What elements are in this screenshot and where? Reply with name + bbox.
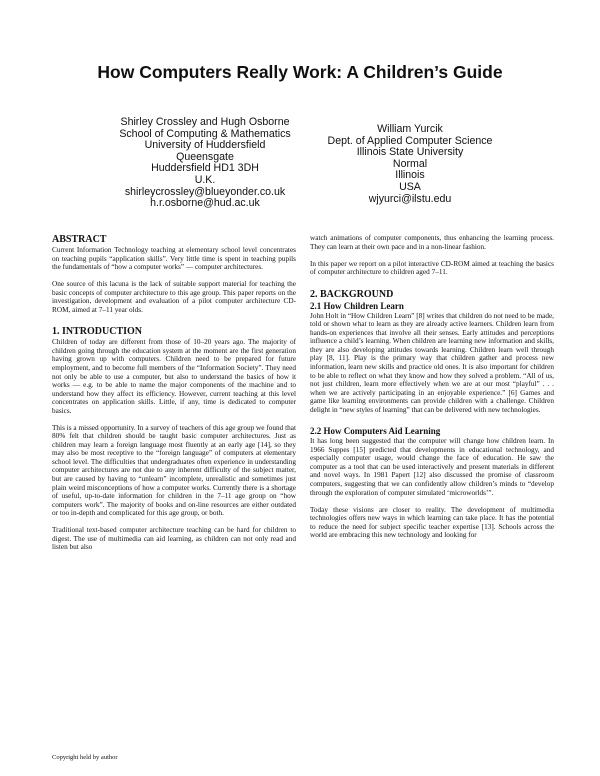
- author-country: USA: [399, 180, 421, 193]
- intro-paragraph: watch animations of computer components, thus enhancing the learning process. They can learn at their own pace and in a non-linear fashion.: [310, 234, 554, 251]
- intro-paragraph: In this paper we report on a pilot interactive CD-ROM aimed at teaching the basics of computer architecture to children aged 7–11.: [310, 259, 554, 277]
- intro-paragraph: Traditional text-based computer architecture teaching can be hard for children to digest. The use of multimedia can aid learning, as children can not only read and listen but also: [52, 526, 296, 552]
- background-paragraph: It has long been suggested that the computer will change how children learn. In 1966 Suppes [15] predicted that developments in educational technology, and especially computer usage, would change the face of education. He saw the computer as a tool that can be used interactively and present materials in different and novel ways. In 1981 Papert [12] also discussed the promise of classroom computers, suggesting that we can confidently allow children’s minds to “develop through the exploration of computer simulated ‘microworlds’”.: [310, 437, 554, 497]
- author-department: School of Computing & Mathematics: [119, 127, 291, 140]
- author-email: wjyurci@ilstu.edu: [368, 192, 452, 205]
- author-country: U.K.: [194, 173, 216, 186]
- author-block-left: [90, 117, 320, 210]
- right-column: [310, 234, 554, 540]
- background-paragraph: John Holt in “How Children Learn” [8] writes that children do not need to be made, told or shown what to learn as they are already active learners. Children learn from hands-on experiences that involve all their senses. Early attitudes and perceptions influence a child’s learning. When children are learning new information and skills, they are also developing attitudes towards learning. Children learn well through play [8, 11]. Play is the primary way that children gather and process new information, learn new skills and practice old ones. It is also important for children to be able to reflect on what they know and how they solved a problem. “All of us, not just children, learn more effectively when we are at our most “playful” . . . when we are actively participating in an enjoyable experience.” [6] Games and game like learning environments can provide children with a challenge. Children delight in “new styles of learning” that can be delivered with new technologies.: [310, 311, 554, 414]
- copyright-footnote: Copyright held by author: [52, 754, 118, 761]
- author-address-line: Illinois: [395, 169, 425, 182]
- intro-paragraph: Children of today are different from those of 10–20 years ago. The majority of children going through the education system at the moment are the first generation having grown up with computers. Children need to be prepared for future employment, and to become full members of the “Information Society”. They need not only be able to use a computer, but also to understand the basics of how it works — e.g. to be able to name the major components of the machine and to understand how they affect its efficiency. However, current teaching at this level concentrates on application skills. Little, if any, time is dedicated to computer basics.: [52, 338, 296, 415]
- left-column: [52, 234, 296, 552]
- author-email: h.r.osborne@hud.ac.uk: [150, 197, 260, 210]
- subsection-heading: 2.1 How Children Learn: [310, 300, 404, 311]
- paper-title: How Computers Really Work: A Children’s Guide: [97, 62, 503, 82]
- author-university: University of Huddersfield: [144, 139, 266, 152]
- author-names: William Yurcik: [377, 123, 443, 135]
- author-names: Shirley Crossley and Hugh Osborne: [120, 116, 290, 128]
- author-university: Illinois State University: [356, 146, 464, 159]
- author-email: shirleycrossley@blueyonder.co.uk: [124, 185, 286, 198]
- background-paragraph: Today these visions are closer to reality. The development of multimedia technologies offers new ways in which learning can take place. It has the potential to reduce the need for subject specific teacher expertise [13]. Schools across the world are embracing this new technology and looking for: [310, 505, 554, 540]
- author-address-line: Queensgate: [176, 150, 234, 163]
- abstract-paragraph: One source of this lacuna is the lack of suitable support material for teaching the basic concepts of computer architecture to this age group. This paper reports on the investigation, development and evaluation of a pilot computer architecture CD-ROM, aimed at 7–11 year olds.: [52, 280, 296, 314]
- abstract-paragraph: Current Information Technology teaching at elementary school level concentrates on teaching pupils “application skills”. Very little time is spent in teaching pupils the fundamentals of “how a computer works” — computer architectures.: [52, 246, 296, 272]
- abstract-heading: ABSTRACT: [52, 234, 107, 245]
- author-block-right: [300, 124, 520, 205]
- author-address-line: Normal: [392, 157, 428, 170]
- intro-paragraph: This is a missed opportunity. In a survey of teachers of this age group we found that 80% felt that children should be taught basic computer architectures. Just as children may learn a foreign language most fluently at an early age [14], so they may also be most receptive to the “foreign language” of computers at elementary school level. The difficulties that undergraduates often experience in understanding computer architectures are not due to any inherent difficulty of the subject matter, but are caused by having to “unlearn” incomplete, unrealistic and sometimes just plain weird misconceptions of how a computer works. Currently there is a shortage of useful, up-to-date information for children in the 7–11 age group on “how computers work”. The majority of books and on-line resources are either outdated or too in-depth and complicated for this age group, or both.: [52, 423, 296, 518]
- author-department: Dept. of Applied Computer Science: [327, 134, 493, 147]
- subsection-heading: 2.2 How Computers Aid Learning: [310, 426, 441, 437]
- section-heading-background: 2. BACKGROUND: [310, 288, 394, 300]
- author-address-line: Huddersfield HD1 3DH: [151, 162, 259, 175]
- section-heading-introduction: 1. INTRODUCTION: [52, 326, 143, 338]
